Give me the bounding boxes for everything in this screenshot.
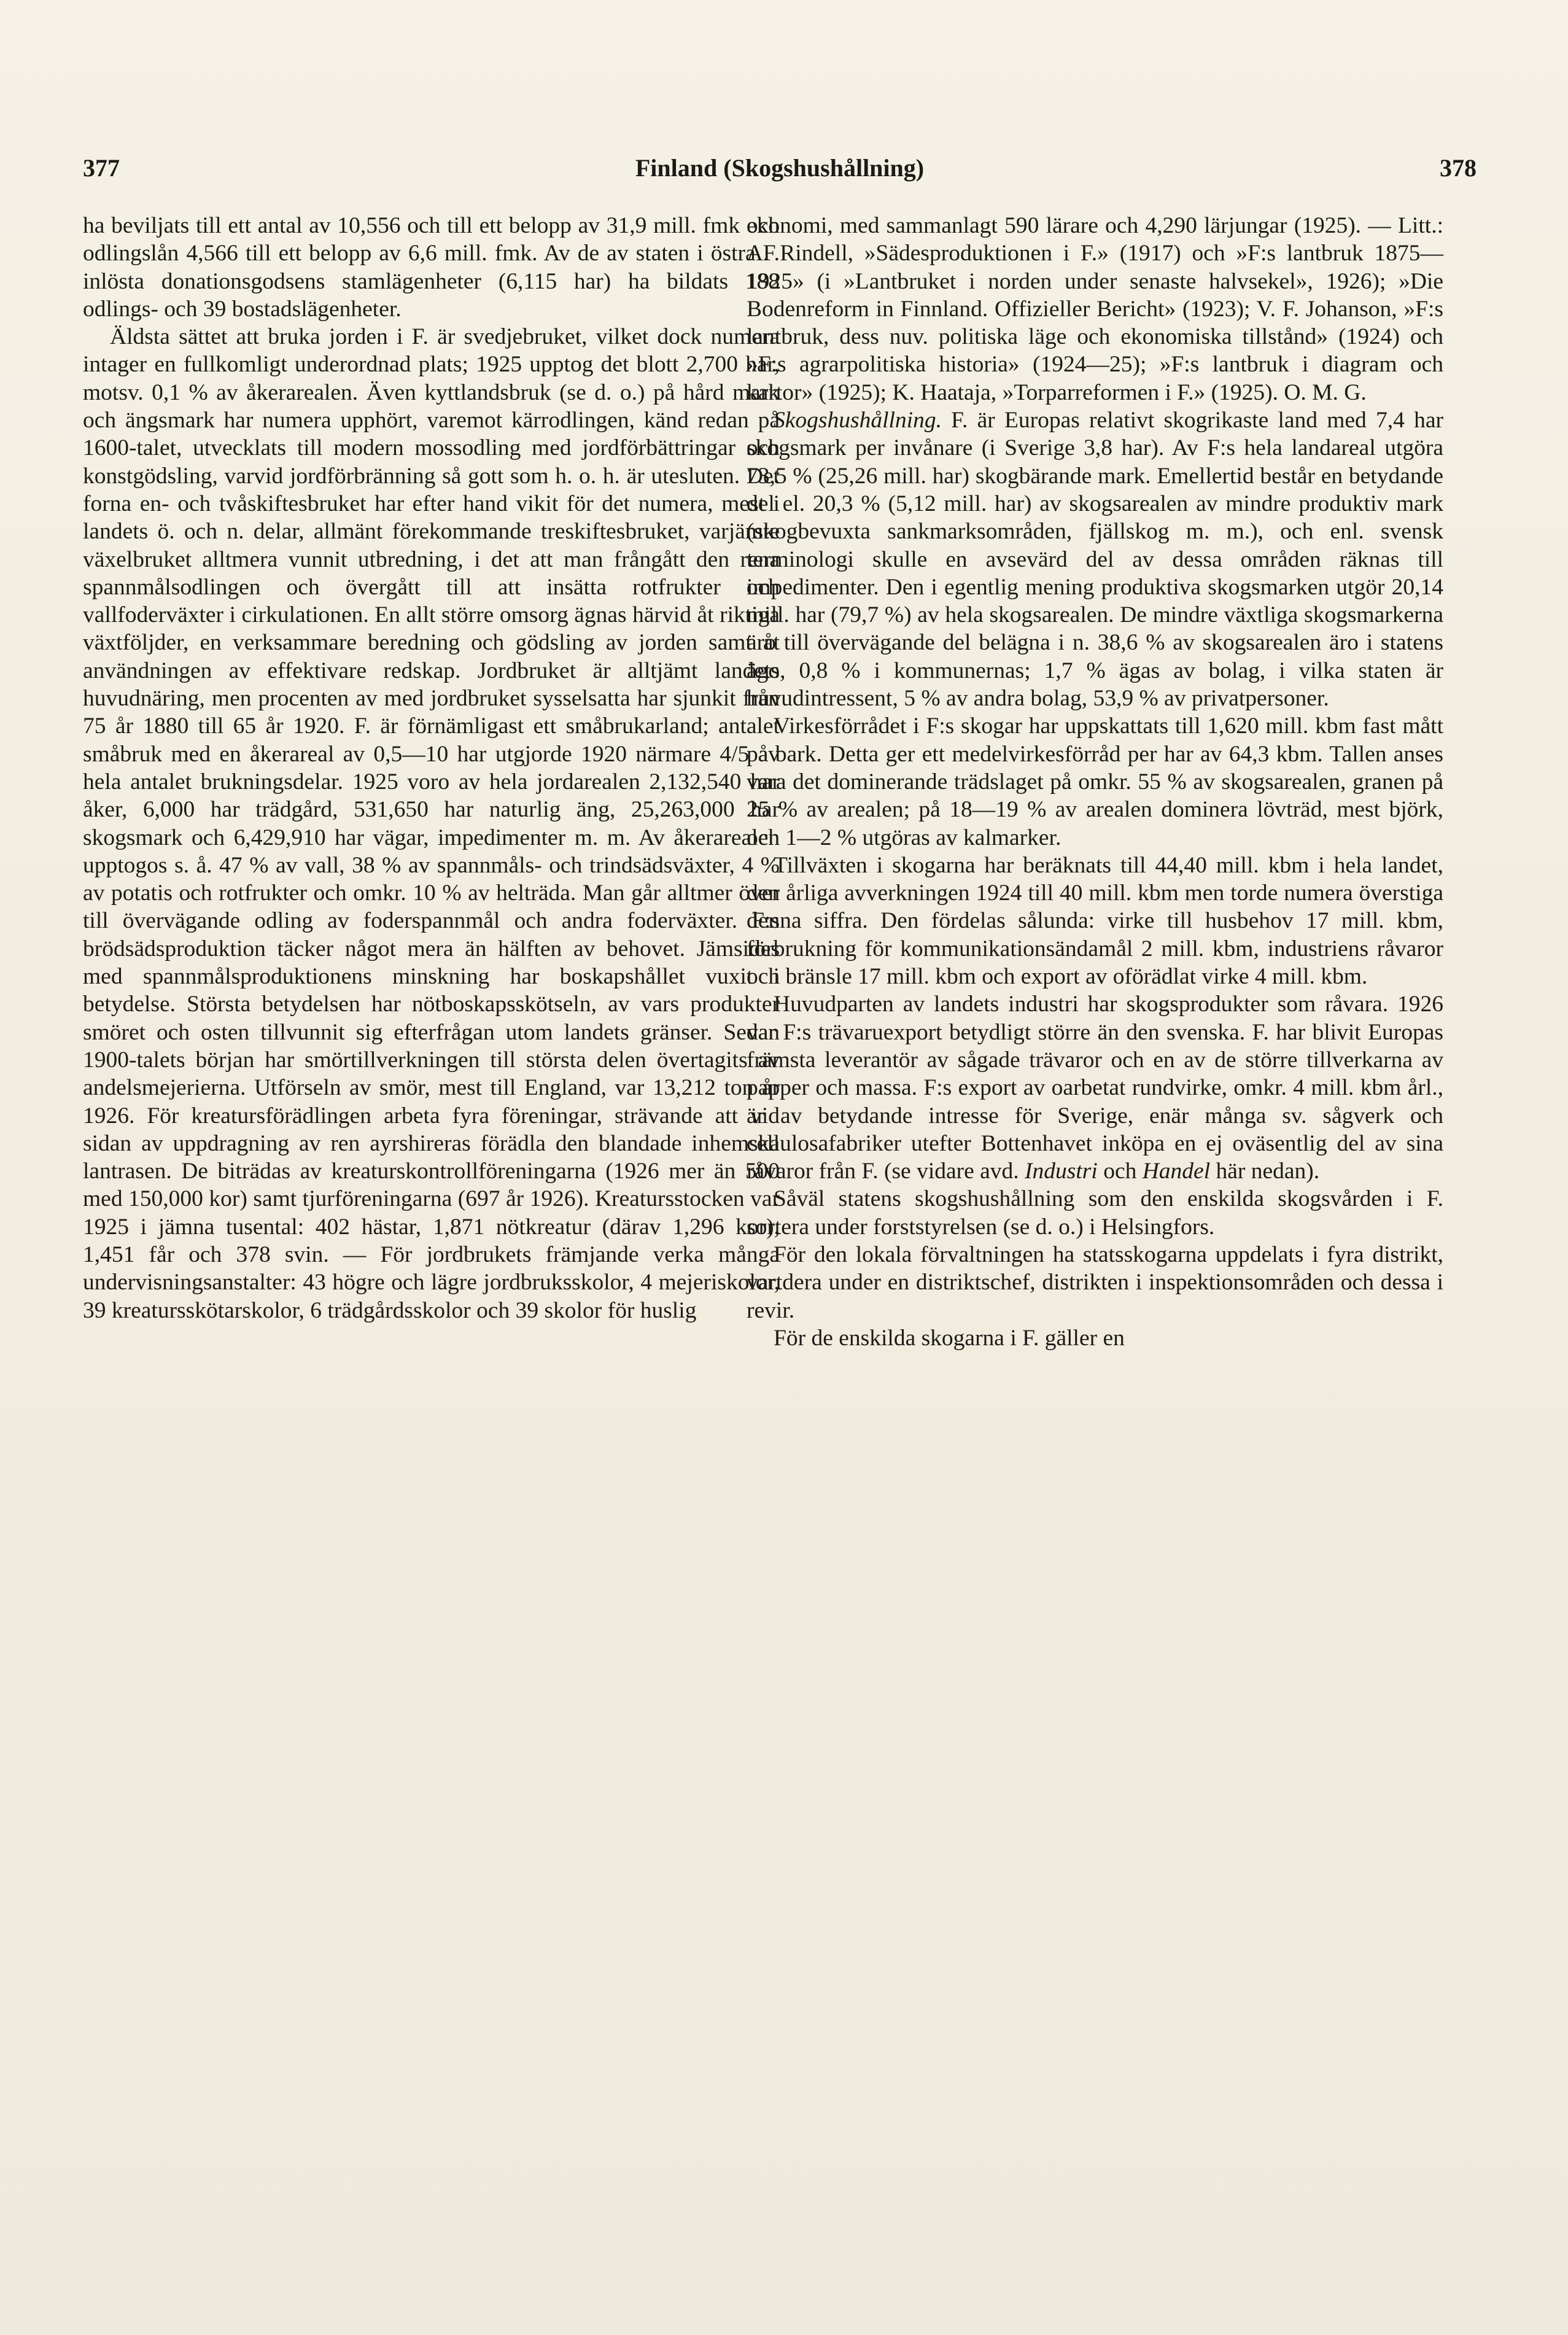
section-heading: Skogshushållning.	[774, 408, 942, 433]
paragraph-text: här nedan).	[1210, 1159, 1320, 1184]
paragraph: Äldsta sättet att bruka jorden i F. är svedjebruket, vilket dock numera intager en fullkomligt underordnad plats; 1925 upptog det blott 2,700 har, motsv. 0,1 % av åkerarealen. Även kyttlandsbruk (se d. o.) på hård mark och ängsmark har numera upphört, varemot kärrodlingen, känd redan på 1600-talet, utvecklats till modern mossodling med jordförbättringar och konstgödsling, varvid jordförbränning så gott som h. o. h. är utesluten. Det forna en- och tvåskiftesbruket har efter hand vikit för det numera, mest i landets ö. och n. delar, allmänt förekommande treskiftesbruket, varjämte växelbruket alltmera vunnit utbredning, i det att man frångått den rena spannmålsodlingen och övergått till att insätta rotfrukter och vallfoderväxter i cirkulationen. En allt större omsorg ägnas härvid åt riktiga växtföljder, en verksammare beredning och gödsling av jorden samt åt användningen av effektivare redskap. Jordbruket är alltjämt landets huvudnäring, men procenten av med jordbruket sysselsatta har sjunkit från 75 år 1880 till 65 år 1920. F. är förnämligast ett småbrukarland; antalet småbruk med en åkerareal av 0,5—10 har utgjorde 1920 närmare 4/5 av hela antalet brukningsdelar. 1925 voro av hela jordarealen 2,132,540 har åker, 6,000 har trädgård, 531,650 har naturlig äng, 25,263,000 har skogsmark och 6,429,910 har vägar, impedimenter m. m. Av åkerarealen upptogos s. å. 47 % av vall, 38 % av spannmåls- och trindsädsväxter, 4 % av potatis och rotfrukter och omkr. 10 % av helträda. Man går alltmer över till övervägande odling av foderspannmål och andra foderväxter. F:s brödsädsproduktion täcker något mera än hälften av behovet. Jämsides med spannmålsproduktionens minskning har boskapshållet vuxit i betydelse. Största betydelsen har nötboskapsskötseln, av vars produkter smöret och osten tillvunnit sig efterfrågan utom landets gränser. Sedan 1900-talets början har smörtillverkningen till största delen övertagits av andelsmejerierna. Utförseln av smör, mest till England, var 13,212 ton år 1926. För kreatursförädlingen arbeta fyra föreningar, strävande att vid sidan av uppdragning av ren ayrshireras förädla den blandade inhemska lantrasen. De biträdas av kreaturskontrollföreningarna (1926 mer än 500 med 150,000 kor) samt tjurföreningarna (697 år 1926). Kreatursstocken var 1925 i jämna tusental: 402 hästar, 1,871 nötkreatur (därav 1,296 kor), 1,451 får och 378 svin. — För jordbrukets främjande verka många undervisningsanstalter: 43 högre och lägre jordbruksskolor, 4 mejeriskolor, 39 kreatursskötarskolor, 6 trädgårdsskolor och 39 skolor för huslig	[83, 324, 780, 1323]
paragraph: ekonomi, med sammanlagt 590 lärare och 4,290 lärjungar (1925). — Litt.: A. Rindell, »Sädesproduktionen i F.» (1917) och »F:s lantbruk 1875—1925» (i »Lantbruket i norden under senaste halvsekel», 1926); »Die Bodenreform in Finnland. Offizieller Bericht» (1923); V. F. Johanson, »F:s lantbruk, dess nuv. politiska läge och ekonomiska tillstånd» (1924) och »F:s agrarpolitiska historia» (1924—25); »F:s lantbruk i diagram och kartor» (1925); K. Haataja, »Torparreformen i F.» (1925). O. M. G.	[747, 213, 1443, 405]
paragraph-text: F. är Europas relativt skogrikaste land med 7,4 har skogsmark per invånare (i Sverige 3,8 har). Av F:s hela landareal utgöra 73,5 % (25,26 mill. har) skogbärande mark. Emellertid består en betydande del el. 20,3 % (5,12 mill. har) av skogsarealen av mindre produktiv mark (skogbevuxta sankmarksområden, fjällskog m. m.), och enl. svensk terminologi skulle en avsevärd del av dessa områden räknas till impedimenter. Den i egentlig mening produktiva skogsmarken utgör 20,14 mill. har (79,7 %) av hela skogsarealen. De mindre växtliga skogsmarkerna äro till övervägande del belägna i n. 38,6 % av skogsarealen äro i statens ägo, 0,8 % i kommunernas; 1,7 % ägas av bolag, i vilka staten är huvudintressent, 5 % av andra bolag, 53,9 % av privatpersoner.	[747, 408, 1443, 712]
paragraph	[747, 406, 1443, 712]
paragraph: ha beviljats till ett antal av 10,556 och till ett belopp av 31,9 mill. fmk och odlingslån 4,566 till ett belopp av 6,6 mill. fmk. Av de av staten i östra F. inlösta donationsgodsens stamlägenheter (6,115 har) ha bildats 188 odlings- och 39 bostadslägenheter.	[83, 213, 780, 322]
page-number-right: 378	[1440, 154, 1477, 182]
paragraph	[747, 990, 1443, 1185]
page-title: Finland (Skogshushållning)	[635, 154, 925, 182]
page-header	[83, 153, 1477, 196]
paragraph: Såväl statens skogshushållning som den enskilda skogsvården i F. sortera under forststyrelsen (se d. o.) i Helsingfors.	[747, 1186, 1443, 1240]
cross-reference: Industri	[1025, 1159, 1098, 1184]
right-column	[747, 212, 1443, 1352]
left-column	[83, 212, 780, 1324]
paragraph-text: och	[1097, 1159, 1143, 1184]
paragraph: Virkesförrådet i F:s skogar har uppskattats till 1,620 mill. kbm fast mått på bark. Detta ger ett medelvirkesförråd per har av 64,3 kbm. Tallen anses vara det dominerande trädslaget på omkr. 55 % av skogsarealen, granen på 25 % av arealen; på 18—19 % av arealen dominera lövträd, mest björk, och 1—2 % utgöras av kalmarker.	[747, 713, 1443, 850]
paragraph: För den lokala förvaltningen ha statsskogarna uppdelats i fyra distrikt, vartdera under en distriktschef, distrikten i inspektionsområden och dessa i revir.	[747, 1241, 1443, 1323]
cross-reference: Handel	[1142, 1159, 1211, 1184]
page-number-left: 377	[83, 154, 120, 182]
paragraph: Tillväxten i skogarna har beräknats till 44,40 mill. kbm i hela landet, den årliga avverkningen 1924 till 40 mill. kbm men torde numera överstiga denna siffra. Den fördelas sålunda: virke till husbehov 17 mill. kbm, förbrukning för kommunikationsändamål 2 mill. kbm, industriens råvaror och bränsle 17 mill. kbm och export av oförädlat virke 4 mill. kbm.	[747, 852, 1443, 990]
paragraph-text: Huvudparten av landets industri har skogsprodukter som råvara. 1926 var F:s trävaruexport betydligt större än den svenska. F. har blivit Europas främsta leverantör av sågade trävaror och en av de större tillverkarna av papper och massa. F:s export av oarbetat rundvirke, omkr. 4 mill. kbm årl., är av betydande intresse för Sverige, enär många sv. sågverk och cellulosafabriker utefter Bottenhavet inköpa en ej oväsentlig del av sina råvaror från F. (se vidare avd.	[747, 992, 1443, 1184]
paragraph: För de enskilda skogarna i F. gäller en	[774, 1325, 1125, 1351]
